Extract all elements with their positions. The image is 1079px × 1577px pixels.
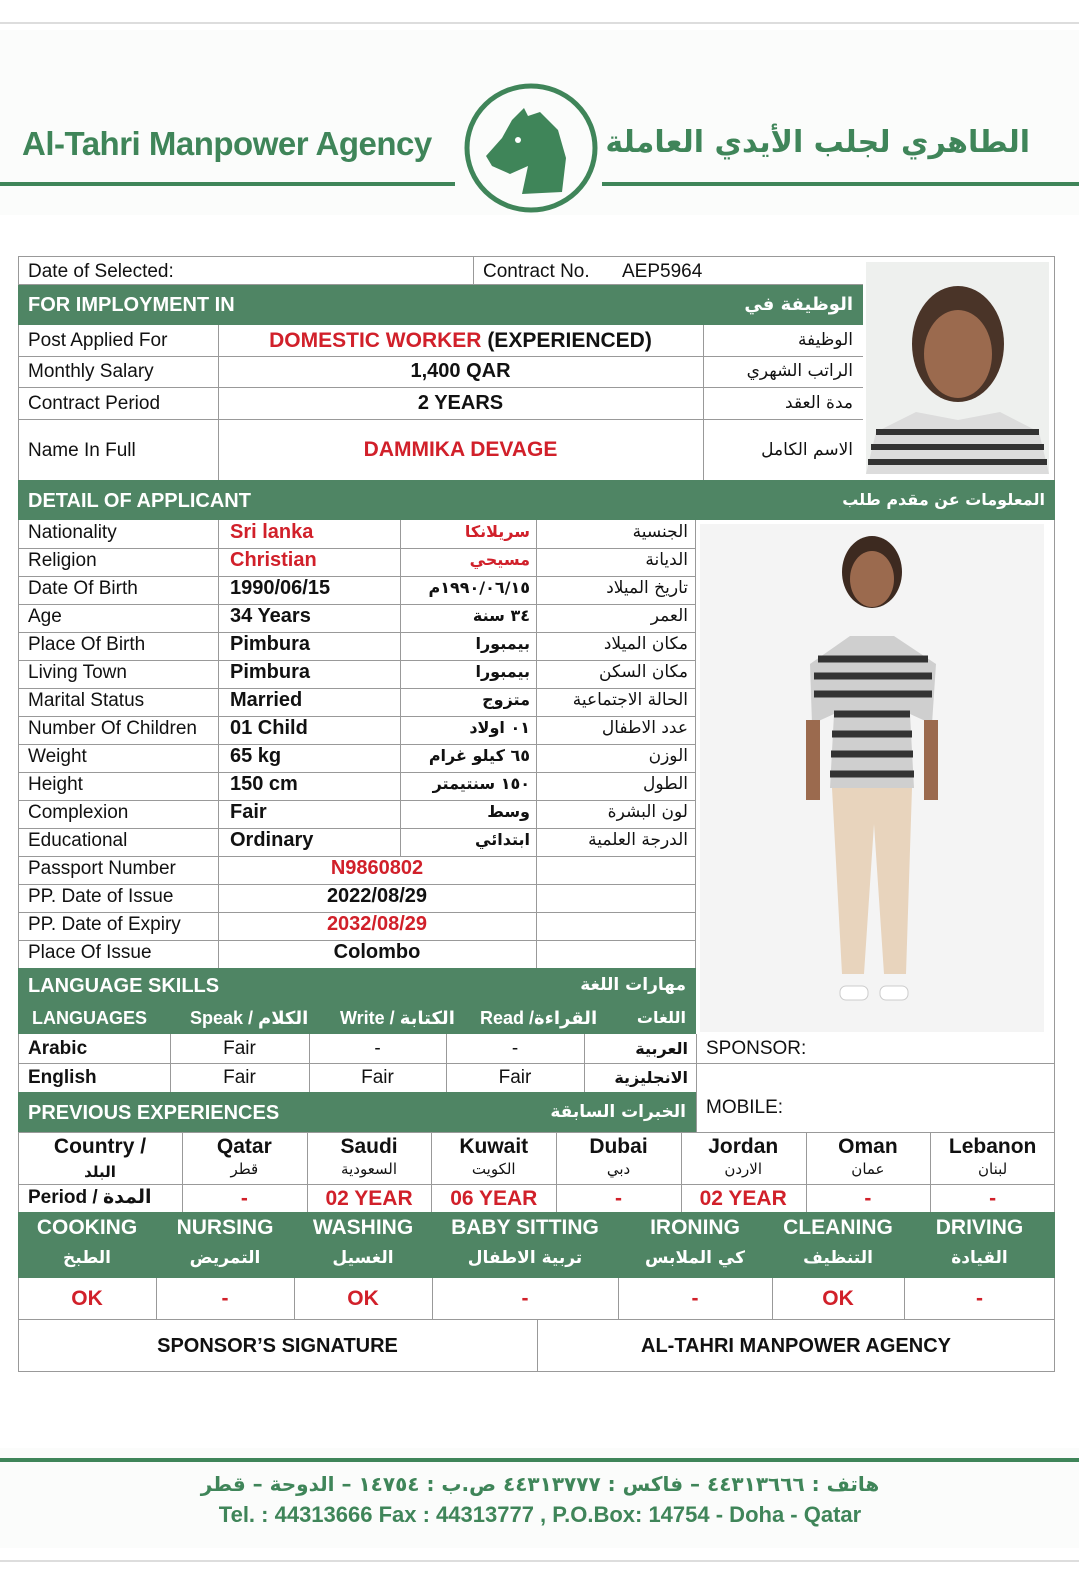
post-label: Post Applied For — [28, 330, 168, 351]
horse-head-icon — [462, 82, 600, 214]
applicant-row-value: Married — [230, 689, 303, 711]
skill-name-ar: القيادة — [951, 1248, 1008, 1268]
skills-values — [18, 1278, 1055, 1320]
footer-ar: هاتف : ٤٤٣١٣٦٦٦ – فاكس : ٤٤٣١٣٧٧٧ ص.ب : ١٤٧٥٤ – الدوحة – قطر — [200, 1472, 880, 1496]
applicant-row-value: Christian — [230, 549, 317, 571]
language-title-en: LANGUAGE SKILLS — [28, 975, 220, 997]
applicant-row-value-ar: ٠١ اولاد — [469, 718, 530, 737]
applicant-row-label-ar: الطول — [643, 774, 688, 794]
applicant-row-label: Number Of Children — [28, 718, 197, 739]
employment-bar — [18, 285, 863, 325]
brand-name-en: Al-Tahri Manpower Agency — [22, 125, 432, 162]
applicant-row-label-ar: الديانة — [645, 550, 688, 570]
col-write: Write / الكتابة — [340, 1008, 455, 1028]
applicant-row-label: Date Of Birth — [28, 578, 138, 599]
language-speak: Fair — [223, 1038, 256, 1059]
applicant-row-value: 34 Years — [230, 605, 311, 627]
period-value: 2 YEARS — [417, 392, 504, 414]
applicant-row-value: 150 cm — [230, 773, 298, 795]
period-row-label: Period / المدة — [28, 1187, 152, 1208]
experience-country: Jordan — [708, 1135, 779, 1158]
experience-period: - — [864, 1187, 872, 1210]
passport-row-label: Passport Number — [28, 858, 176, 879]
country-label-ar: البلد — [84, 1163, 116, 1181]
applicant-row-label: Educational — [28, 830, 128, 851]
applicant-row-label: Nationality — [28, 522, 117, 543]
passport-photo — [866, 262, 1049, 474]
experience-country-ar: دبي — [606, 1160, 631, 1178]
experience-period: - — [614, 1187, 622, 1210]
employment-title-en: FOR IMPLOYMENT IN — [28, 294, 235, 316]
applicant-row-value-ar: ابتدائي — [475, 830, 530, 849]
mobile-label: MOBILE: — [706, 1097, 784, 1118]
language-name-ar: الانجليزية — [614, 1068, 688, 1087]
applicant-row-value: Ordinary — [230, 829, 314, 851]
language-name: English — [28, 1067, 97, 1088]
applicant-row-value-ar: مسيحي — [469, 550, 530, 569]
passport-row-label: PP. Date of Issue — [28, 886, 174, 907]
employment-table — [18, 325, 863, 480]
skill-name: NURSING — [176, 1216, 274, 1239]
language-name: Arabic — [28, 1038, 88, 1059]
applicant-row-value: Pimbura — [230, 633, 311, 655]
language-bar — [18, 968, 696, 1002]
skill-value: OK — [71, 1287, 103, 1310]
contract-no-value: AEP5964 — [622, 261, 703, 282]
language-table — [18, 1034, 696, 1092]
applicant-row-value-ar: ١٩٩٠/٠٦/١٥م — [428, 578, 530, 597]
name-label: Name In Full — [28, 440, 136, 461]
applicant-bar — [18, 480, 1055, 520]
page-top-rule — [0, 22, 1079, 24]
language-write: Fair — [361, 1067, 394, 1088]
skill-name: DRIVING — [935, 1216, 1024, 1239]
applicant-title-en: DETAIL OF APPLICANT — [28, 490, 251, 512]
experience-country-ar: الكويت — [471, 1160, 516, 1178]
skill-value: - — [691, 1287, 699, 1310]
language-speak: Fair — [223, 1067, 256, 1088]
applicant-row-label: Weight — [28, 746, 87, 767]
experience-country: Kuwait — [459, 1135, 529, 1158]
employment-title-ar: الوظيفة في — [744, 294, 853, 315]
language-write: - — [374, 1038, 381, 1059]
applicant-row-label: Age — [28, 606, 62, 627]
period-label-ar: مدة العقد — [785, 393, 853, 413]
applicant-row-label: Marital Status — [28, 690, 145, 711]
experience-country-ar: السعودية — [341, 1160, 398, 1178]
applicant-row-label-ar: عدد الاطفال — [601, 718, 688, 738]
passport-row-label: Place Of Issue — [28, 942, 152, 963]
applicant-row-label: Religion — [28, 550, 97, 571]
experience-title-ar: الخبرات السابقة — [550, 1102, 686, 1122]
applicant-row-label-ar: الدرجة العلمية — [588, 830, 688, 850]
skill-name-ar: التمريض — [189, 1248, 261, 1268]
experience-country-ar: لبنان — [978, 1160, 1008, 1178]
language-name-ar: العربية — [635, 1039, 688, 1058]
top-row — [18, 256, 863, 285]
skill-name: BABY SITTING — [451, 1216, 599, 1239]
name-value: DAMMIKA DEVAGE — [363, 438, 558, 461]
skill-name-ar: تربية الاطفال — [467, 1248, 583, 1268]
skill-name-ar: الطبخ — [63, 1248, 111, 1268]
country-label — [18, 1135, 182, 1183]
applicant-row-label: Complexion — [28, 802, 129, 823]
applicant-row-label-ar: مكان السكن — [599, 662, 688, 682]
agency-signature: AL-TAHRI MANPOWER AGENCY — [641, 1335, 951, 1357]
language-read: Fair — [498, 1067, 532, 1088]
post-value-title: DOMESTIC WORKER — [269, 329, 482, 352]
period-label: Contract Period — [28, 393, 161, 414]
signature-row — [18, 1320, 1055, 1372]
post-label-ar: الوظيفة — [797, 330, 853, 350]
col-languages-ar: اللغات — [636, 1008, 686, 1027]
experience-period: 02 YEAR — [325, 1187, 413, 1210]
salary-label-ar: الراتب الشهري — [746, 361, 853, 381]
applicant-row-label-ar: الجنسية — [632, 522, 688, 542]
experience-bar — [18, 1092, 696, 1132]
experience-country: Saudi — [340, 1135, 398, 1158]
applicant-row-label-ar: مكان الميلاد — [603, 634, 688, 654]
experience-period: 02 YEAR — [699, 1187, 787, 1210]
applicant-row-value-ar: بيمبورا — [475, 662, 530, 681]
passport-row-value: Colombo — [333, 941, 421, 963]
experience-period: - — [989, 1187, 997, 1210]
applicant-row-value: 1990/06/15 — [230, 577, 331, 599]
skill-name: COOKING — [36, 1216, 138, 1239]
sponsor-label: SPONSOR: — [706, 1038, 807, 1059]
sponsor-signature: SPONSOR’S SIGNATURE — [157, 1335, 398, 1357]
applicant-table — [18, 520, 696, 968]
footer — [0, 1448, 1079, 1548]
country-label-en: Country / — [53, 1135, 147, 1158]
salary-value: 1,400 QAR — [410, 360, 511, 382]
applicant-row-value: Pimbura — [230, 661, 311, 683]
applicant-row-value: 65 kg — [230, 745, 282, 767]
col-speak: Speak / الكلام — [190, 1008, 309, 1028]
experience-country: Dubai — [589, 1135, 648, 1158]
language-columns-bar — [18, 1002, 696, 1034]
skill-value: - — [221, 1287, 229, 1310]
brand-name-ar: الطاهري لجلب الأيدي العاملة — [605, 125, 1030, 160]
applicant-row-label: Living Town — [28, 662, 127, 683]
applicant-row-value: 01 Child — [230, 717, 308, 739]
experience-period: - — [240, 1187, 248, 1210]
experience-country: Oman — [838, 1135, 898, 1158]
passport-row-value: 2022/08/29 — [326, 885, 428, 907]
header-line-right — [602, 182, 1079, 186]
skill-value: - — [521, 1287, 529, 1310]
skill-value: - — [976, 1287, 983, 1310]
skill-name: IRONING — [650, 1216, 740, 1239]
col-read: Read /القراءة — [480, 1008, 598, 1028]
skill-name-ar: الغسيل — [332, 1248, 394, 1268]
language-title-ar: مهارات اللغة — [580, 975, 686, 995]
footer-rule — [0, 1458, 1079, 1462]
applicant-row-value-ar: ١٥٠ سنتيمتر — [432, 774, 530, 793]
experience-period: 06 YEAR — [450, 1187, 538, 1210]
applicant-row-value-ar: وسط — [487, 802, 530, 821]
applicant-title-ar: المعلومات عن مقدم طلب — [842, 490, 1045, 509]
skill-name: CLEANING — [783, 1216, 893, 1239]
experience-country: Qatar — [216, 1135, 272, 1158]
applicant-row-label-ar: الوزن — [648, 746, 688, 766]
applicant-row-value-ar: ٦٥ كيلو غرام — [428, 746, 530, 765]
applicant-row-value: Fair — [230, 801, 267, 823]
passport-row-value: N9860802 — [330, 857, 424, 879]
passport-row-value: 2032/08/29 — [326, 913, 428, 935]
name-label-ar: الاسم الكامل — [761, 440, 853, 460]
applicant-row-value-ar: متزوج — [482, 690, 530, 709]
footer-en: Tel. : 44313666 Fax : 44313777 , P.O.Box: 14754 - Doha - Qatar — [218, 1502, 862, 1527]
header — [0, 30, 1079, 215]
experience-country-ar: قطر — [230, 1160, 259, 1178]
applicant-row-value-ar: بيمبورا — [475, 634, 530, 653]
experience-country-ar: عمان — [851, 1160, 885, 1178]
post-value-note: (EXPERIENCED) — [487, 329, 652, 352]
applicant-row-label-ar: لون البشرة — [607, 802, 688, 822]
applicant-row-value-ar: ٣٤ سنة — [472, 606, 530, 625]
passport-row-label: PP. Date of Expiry — [28, 914, 181, 935]
skill-name-ar: كي الملابس — [645, 1248, 745, 1268]
applicant-row-label-ar: العمر — [650, 606, 688, 626]
experience-country-ar: الاردن — [724, 1160, 763, 1178]
experience-title-en: PREVIOUS EXPERIENCES — [28, 1102, 280, 1124]
skill-value: OK — [822, 1287, 854, 1310]
header-line-left — [0, 182, 455, 186]
experience-table — [18, 1132, 1055, 1212]
page-bottom-rule — [0, 1560, 1079, 1562]
applicant-row-label-ar: تاريخ الميلاد — [606, 578, 688, 598]
experience-country: Lebanon — [948, 1135, 1037, 1158]
applicant-row-label-ar: الحالة الاجتماعية — [572, 690, 688, 710]
post-value — [218, 329, 703, 353]
col-languages: LANGUAGES — [32, 1008, 148, 1028]
applicant-row-value-ar: سريلانكا — [464, 522, 530, 541]
salary-label: Monthly Salary — [28, 361, 154, 382]
full-body-photo — [700, 524, 1044, 1032]
skill-name: WASHING — [312, 1216, 414, 1239]
applicant-row-value: Sri lanka — [230, 521, 314, 543]
skills-bar — [18, 1212, 1055, 1278]
language-read: - — [511, 1038, 519, 1059]
date-selected-label: Date of Selected: — [28, 261, 174, 282]
contract-no-label: Contract No. — [483, 261, 590, 282]
applicant-row-label: Place Of Birth — [28, 634, 146, 655]
applicant-row-label: Height — [28, 774, 83, 795]
skill-value: OK — [347, 1287, 379, 1310]
skill-name-ar: التنظيف — [803, 1248, 873, 1268]
